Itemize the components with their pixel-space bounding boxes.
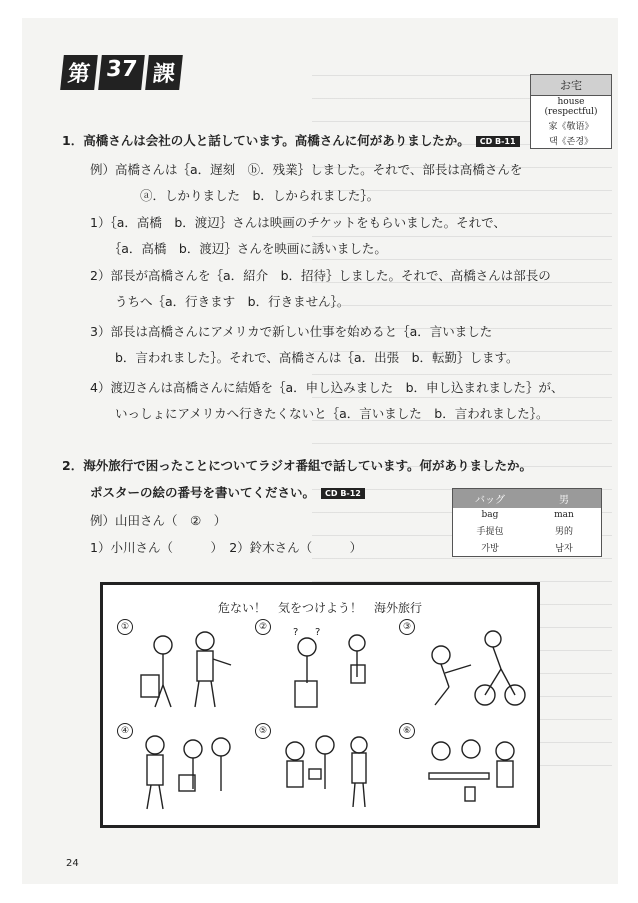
vocab-korean: 남자: [555, 544, 573, 554]
vocab-chinese: 手提包: [476, 527, 504, 537]
scene-number: ②: [255, 619, 271, 635]
q1-item-line: いっしょにアメリカへ行きたくないと｛a．言いました b．言われました｝。: [90, 406, 549, 421]
q1-example-line: ⓐ．しかりました b．しかられました｝。: [90, 188, 380, 203]
scene-6-illustration: [421, 729, 531, 819]
scene-number: ⑥: [399, 723, 415, 739]
vocab-kana: お宅: [531, 75, 611, 96]
svg-text:?: ?: [293, 627, 299, 638]
vocab-chinese: 男的: [554, 527, 573, 537]
page-number: 24: [66, 858, 79, 869]
lesson-title: [62, 55, 181, 90]
q2-answer-line: 1）小川さん（ ） 2）鈴木さん（ ）: [90, 540, 363, 555]
vocab-korean: 가방: [481, 544, 499, 554]
vocab-english: man: [554, 510, 574, 520]
question-1-text: 1．高橋さんは会社の人と話しています。高橋さんに何がありましたか。: [62, 133, 470, 148]
scene-number: ①: [117, 619, 133, 635]
q1-item-line: 4）渡辺さんは高橋さんに結婚を｛a．申し込みました b．申し込まれました｝が、: [90, 380, 564, 395]
vocab-english: house (respectful): [544, 97, 598, 117]
lesson-title-number: 37: [98, 55, 144, 90]
q1-item-line: ｛a．高橋 b．渡辺｝さんを映画に誘いました。: [90, 241, 387, 256]
poster-title: 危ない！ 気をつけよう！ 海外旅行: [217, 601, 422, 615]
scene-3-illustration: [421, 625, 531, 715]
scene-number: ③: [399, 619, 415, 635]
scene-4-illustration: [133, 729, 243, 819]
vocab-kana-bag: バッグ: [475, 495, 505, 506]
q1-item-line: 1）｛a．高橋 b．渡辺｝さんは映画のチケットをもらいました。それで、: [90, 215, 506, 230]
travel-poster: [100, 582, 540, 828]
vocab-english: bag: [481, 510, 499, 520]
q1-item-line: 3）部長は高橋さんにアメリカで新しい仕事を始めると｛a．言いました: [90, 324, 493, 339]
scene-5-illustration: [273, 729, 383, 819]
vocab-chinese: 家《敬语》: [548, 122, 594, 132]
scene-2-illustration: [273, 625, 383, 715]
scene-number: ⑤: [255, 723, 271, 739]
vocab-kana-man: 男: [559, 495, 569, 506]
vocab-box-otaku: [530, 74, 612, 149]
svg-text:?: ?: [315, 627, 321, 638]
lesson-title-char: 課: [145, 55, 183, 90]
q2-example-line: 例）山田さん（ ② ）: [90, 513, 227, 528]
cd-track-badge: CD B-11: [476, 136, 520, 147]
scene-number: ④: [117, 723, 133, 739]
vocab-box-bag-man: [452, 488, 602, 557]
q1-example-line: 例）高橋さんは｛a．遅刻 ⓑ．残業｝しました。それで、部長は高橋さんを: [90, 162, 523, 177]
cd-track-badge: CD B-12: [321, 488, 365, 499]
question-2-header-line1: 2．海外旅行で困ったことについてラジオ番組で話しています。何がありましたか。: [62, 458, 532, 473]
question-2-text: ポスターの絵の番号を書いてください。: [90, 485, 316, 500]
vocab-korean: 댁《존경》: [548, 137, 594, 147]
q1-item-line: うちへ｛a．行きます b．行きません｝。: [90, 294, 350, 309]
scene-1-illustration: [133, 625, 243, 715]
q1-item-line: 2）部長が高橋さんを｛a．紹介 b．招待｝しました。それで、高橋さんは部長の: [90, 268, 551, 283]
lesson-title-char: 第: [60, 55, 98, 90]
q1-item-line: b．言われました｝。それで、高橋さんは｛a．出張 b．転勤｝します。: [90, 350, 519, 365]
question-1-header: [62, 131, 520, 149]
question-2-header-line2: [90, 483, 365, 501]
